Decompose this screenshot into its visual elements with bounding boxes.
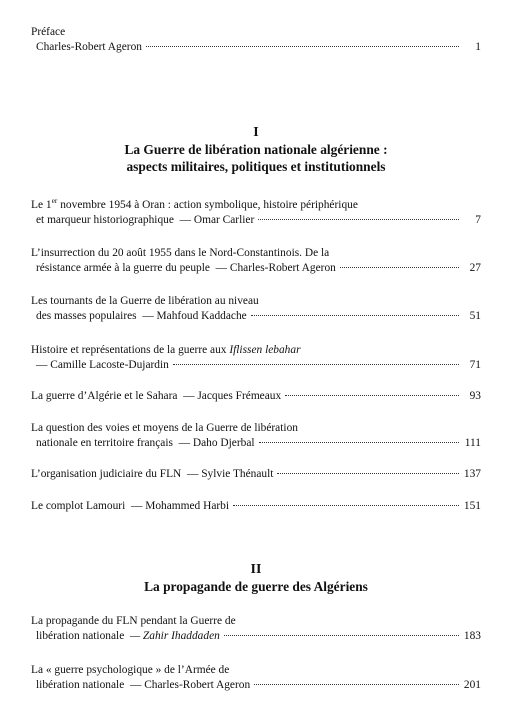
entry-author: — Jacques Frémeaux <box>183 390 282 402</box>
entry-title-line1: La propagande du FLN pendant la Guerre de <box>31 615 236 627</box>
dot-leader <box>173 364 459 365</box>
entry-title-line1: Histoire et représentations de la guerre aux Iflissen lebahar <box>31 344 301 356</box>
part-2-heading <box>31 561 481 595</box>
dot-leader <box>146 46 459 47</box>
dot-leader <box>285 395 459 396</box>
page-number: 111 <box>464 437 481 449</box>
toc-entry <box>31 421 481 451</box>
toc-entry <box>31 389 481 404</box>
entry-author: — Mohammed Harbi <box>130 500 230 512</box>
part-title-line2: aspects militaires, politiques et institutionnels <box>126 159 386 174</box>
page-number: 137 <box>463 468 481 480</box>
page-number: 183 <box>463 630 481 642</box>
page-number: 93 <box>469 390 481 402</box>
page-number: 71 <box>469 359 481 371</box>
page-number: 7 <box>475 214 481 226</box>
entry-title-line1: Le 1er novembre 1954 à Oran : action symbolique, histoire périphérique <box>31 196 358 211</box>
entry-title-line2: des masses populaires <box>36 310 137 322</box>
entry-line2 <box>31 261 481 276</box>
entry-title-line1: L’insurrection du 20 août 1955 dans le Nord-Constantinois. De la <box>31 247 330 259</box>
entry-author: — Camille Lacoste-Dujardin <box>36 359 169 371</box>
entry-line2 <box>31 436 481 451</box>
preface-entry <box>31 25 481 55</box>
entry-line <box>31 389 481 404</box>
toc-entry <box>31 343 481 373</box>
entry-title-line2: libération nationale <box>36 630 125 642</box>
page-number: 151 <box>463 500 481 512</box>
toc-entry <box>31 663 481 693</box>
toc-entry <box>31 246 481 276</box>
dot-leader <box>277 473 459 474</box>
entry-author: — Mahfoud Kaddache <box>142 310 247 322</box>
dot-leader <box>254 684 459 685</box>
entry-title-line2: résistance armée à la guerre du peuple <box>36 262 210 274</box>
part-numeral: I <box>253 125 259 140</box>
part-title-line1: La Guerre de libération nationale algérienne : <box>124 142 388 157</box>
preface-label: Préface <box>31 26 66 38</box>
entry-author: — Sylvie Thénault <box>186 468 274 480</box>
entry-author: Charles-Robert Ageron <box>36 41 142 53</box>
entry-author: — Charles-Robert Ageron <box>215 262 336 274</box>
entry-author: — Omar Carlier <box>179 214 255 226</box>
entry-line <box>31 467 481 482</box>
page-number: 27 <box>469 262 481 274</box>
toc-entry <box>31 614 481 644</box>
entry-author: — Zahir Ihaddaden <box>129 630 220 642</box>
entry-line <box>31 499 481 514</box>
dot-leader <box>233 505 459 506</box>
entry-line2 <box>31 358 481 373</box>
entry-author: — Daho Djerbal <box>178 437 255 449</box>
toc-entry <box>31 294 481 324</box>
part-numeral: II <box>250 562 262 577</box>
entry-title-line1: Les tournants de la Guerre de libération au niveau <box>31 295 259 307</box>
entry-title: Le complot Lamouri <box>31 500 126 512</box>
entry-title-line2: nationale en territoire français <box>36 437 173 449</box>
toc-entry <box>31 198 481 228</box>
entry-title-line1: La « guerre psychologique » de l’Armée de <box>31 664 230 676</box>
toc-entry <box>31 467 481 482</box>
entry-title-line1: La question des voies et moyens de la Guerre de libération <box>31 422 298 434</box>
entry-author: — Charles-Robert Ageron <box>129 679 251 691</box>
entry-title-line2: libération nationale <box>36 679 125 691</box>
entry-line2 <box>31 678 481 693</box>
entry-title-line2: et marqueur historiographique <box>36 214 174 226</box>
preface-line <box>31 40 481 55</box>
toc-entry <box>31 499 481 514</box>
entry-line2 <box>31 309 481 324</box>
part-1-heading <box>31 124 481 175</box>
entry-title: La guerre d’Algérie et le Sahara <box>31 390 178 402</box>
part-title-line1: La propagande de guerre des Algériens <box>144 579 368 594</box>
entry-line2 <box>31 629 481 644</box>
entry-title-italic: Iflissen lebahar <box>229 344 301 356</box>
page-number: 201 <box>463 679 481 691</box>
dot-leader <box>258 219 459 220</box>
page-number: 51 <box>469 310 481 322</box>
dot-leader <box>259 442 459 443</box>
entry-line2 <box>31 213 481 228</box>
page-number: 1 <box>475 41 481 53</box>
dot-leader <box>224 635 459 636</box>
dot-leader <box>340 267 459 268</box>
dot-leader <box>251 315 459 316</box>
entry-title: L’organisation judiciaire du FLN <box>31 468 182 480</box>
